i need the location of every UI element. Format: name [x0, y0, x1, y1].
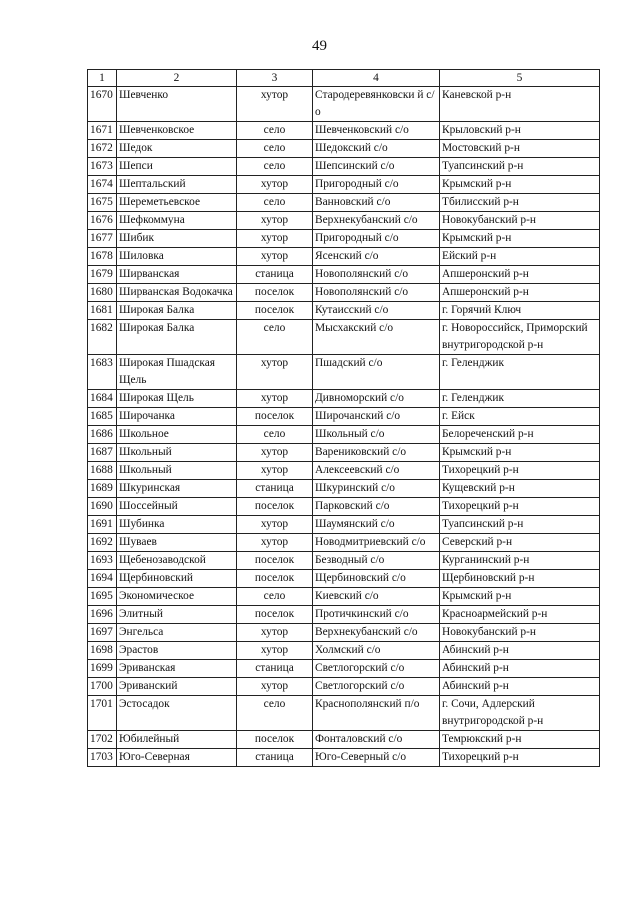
column-header-4: 4 — [313, 70, 440, 87]
settlement-type: хутор — [237, 212, 313, 230]
district-name: Северский р-н — [440, 534, 600, 552]
district-name: Кущевский р-н — [440, 480, 600, 498]
row-number: 1703 — [88, 749, 117, 767]
row-number: 1682 — [88, 320, 117, 355]
row-number: 1694 — [88, 570, 117, 588]
settlement-type: хутор — [237, 176, 313, 194]
council-name: Варениковский с/о — [313, 444, 440, 462]
council-name: Дивноморский с/о — [313, 390, 440, 408]
council-name: Парковский с/о — [313, 498, 440, 516]
settlement-name: Широкая Балка — [117, 320, 237, 355]
district-name: Тихорецкий р-н — [440, 749, 600, 767]
settlement-type: хутор — [237, 516, 313, 534]
settlement-name: Шиловка — [117, 248, 237, 266]
council-name: Протичкинский с/о — [313, 606, 440, 624]
settlement-type: хутор — [237, 230, 313, 248]
district-name: г. Сочи, Адлерский внутригородской р-н — [440, 696, 600, 731]
district-name: г. Новороссийск, Приморский внутригородской р-н — [440, 320, 600, 355]
council-name: Шепсинский с/о — [313, 158, 440, 176]
settlement-name: Шереметьевское — [117, 194, 237, 212]
settlement-name: Шуваев — [117, 534, 237, 552]
district-name: Апшеронский р-н — [440, 284, 600, 302]
settlement-name: Широкая Балка — [117, 302, 237, 320]
settlement-name: Шевченко — [117, 87, 237, 122]
council-name: Алексеевский с/о — [313, 462, 440, 480]
settlement-name: Юбилейный — [117, 731, 237, 749]
table-body — [88, 87, 600, 767]
settlement-name: Энгельса — [117, 624, 237, 642]
table-row — [88, 390, 600, 408]
settlement-name: Шедок — [117, 140, 237, 158]
table-row — [88, 642, 600, 660]
settlement-type: село — [237, 122, 313, 140]
council-name: Пшадский с/о — [313, 355, 440, 390]
settlement-name: Широкая Пшадская Щель — [117, 355, 237, 390]
settlement-type: село — [237, 194, 313, 212]
council-name: Шевченковский с/о — [313, 122, 440, 140]
table-row — [88, 302, 600, 320]
council-name: Шкуринский с/о — [313, 480, 440, 498]
council-name: Шедокский с/о — [313, 140, 440, 158]
row-number: 1700 — [88, 678, 117, 696]
table-row — [88, 624, 600, 642]
settlements-table — [87, 69, 600, 767]
column-header-1: 1 — [88, 70, 117, 87]
row-number: 1693 — [88, 552, 117, 570]
settlement-name: Экономическое — [117, 588, 237, 606]
row-number: 1692 — [88, 534, 117, 552]
council-name: Ясенский с/о — [313, 248, 440, 266]
district-name: Туапсинский р-н — [440, 158, 600, 176]
table-row — [88, 731, 600, 749]
council-name: Светлогорский с/о — [313, 660, 440, 678]
table-row — [88, 444, 600, 462]
council-name: Новополянский с/о — [313, 266, 440, 284]
row-number: 1688 — [88, 462, 117, 480]
district-name: Новокубанский р-н — [440, 212, 600, 230]
row-number: 1696 — [88, 606, 117, 624]
column-header-2: 2 — [117, 70, 237, 87]
district-name: Туапсинский р-н — [440, 516, 600, 534]
settlement-type: хутор — [237, 624, 313, 642]
table-row — [88, 552, 600, 570]
row-number: 1672 — [88, 140, 117, 158]
table-row — [88, 212, 600, 230]
settlement-name: Шоссейный — [117, 498, 237, 516]
settlement-type: хутор — [237, 642, 313, 660]
district-name: Тихорецкий р-н — [440, 498, 600, 516]
row-number: 1676 — [88, 212, 117, 230]
row-number: 1673 — [88, 158, 117, 176]
council-name: Ванновский с/о — [313, 194, 440, 212]
council-name: Киевский с/о — [313, 588, 440, 606]
district-name: Крыловский р-н — [440, 122, 600, 140]
settlement-type: поселок — [237, 570, 313, 588]
district-name: г. Горячий Ключ — [440, 302, 600, 320]
council-name: Стародеревянковски й с/о — [313, 87, 440, 122]
district-name: Каневской р-н — [440, 87, 600, 122]
council-name: Широчанский с/о — [313, 408, 440, 426]
settlement-type: село — [237, 426, 313, 444]
table-row — [88, 749, 600, 767]
row-number: 1699 — [88, 660, 117, 678]
settlement-type: поселок — [237, 552, 313, 570]
settlement-name: Шепси — [117, 158, 237, 176]
council-name: Школьный с/о — [313, 426, 440, 444]
row-number: 1689 — [88, 480, 117, 498]
council-name: Краснополянский п/о — [313, 696, 440, 731]
row-number: 1697 — [88, 624, 117, 642]
district-name: Крымский р-н — [440, 230, 600, 248]
settlement-name: Эрастов — [117, 642, 237, 660]
table-row — [88, 355, 600, 390]
settlement-name: Шибик — [117, 230, 237, 248]
table-row — [88, 498, 600, 516]
settlement-type: поселок — [237, 498, 313, 516]
settlement-name: Эриванская — [117, 660, 237, 678]
table-row — [88, 408, 600, 426]
table-row — [88, 696, 600, 731]
district-name: Красноармейский р-н — [440, 606, 600, 624]
row-number: 1685 — [88, 408, 117, 426]
settlement-type: хутор — [237, 355, 313, 390]
table-row — [88, 462, 600, 480]
settlement-type: село — [237, 158, 313, 176]
settlement-name: Щербиновский — [117, 570, 237, 588]
settlement-type: хутор — [237, 390, 313, 408]
row-number: 1684 — [88, 390, 117, 408]
settlement-name: Юго-Северная — [117, 749, 237, 767]
district-name: Новокубанский р-н — [440, 624, 600, 642]
settlement-name: Школьный — [117, 444, 237, 462]
table-row — [88, 230, 600, 248]
settlement-type: станица — [237, 660, 313, 678]
district-name: Тбилисский р-н — [440, 194, 600, 212]
row-number: 1698 — [88, 642, 117, 660]
table-row — [88, 588, 600, 606]
table-row — [88, 570, 600, 588]
column-header-5: 5 — [440, 70, 600, 87]
row-number: 1695 — [88, 588, 117, 606]
settlement-name: Шкуринская — [117, 480, 237, 498]
row-number: 1691 — [88, 516, 117, 534]
row-number: 1687 — [88, 444, 117, 462]
settlement-type: станица — [237, 266, 313, 284]
settlement-type: хутор — [237, 534, 313, 552]
council-name: Холмский с/о — [313, 642, 440, 660]
row-number: 1671 — [88, 122, 117, 140]
table-row — [88, 320, 600, 355]
settlement-type: хутор — [237, 87, 313, 122]
row-number: 1680 — [88, 284, 117, 302]
settlement-name: Элитный — [117, 606, 237, 624]
table-row — [88, 266, 600, 284]
row-number: 1701 — [88, 696, 117, 731]
council-name: Безводный с/о — [313, 552, 440, 570]
table-row — [88, 284, 600, 302]
settlement-type: станица — [237, 480, 313, 498]
table-row — [88, 158, 600, 176]
row-number: 1674 — [88, 176, 117, 194]
council-name: Фонталовский с/о — [313, 731, 440, 749]
settlement-name: Эстосадок — [117, 696, 237, 731]
district-name: Крымский р-н — [440, 176, 600, 194]
settlement-type: поселок — [237, 731, 313, 749]
district-name: Ейский р-н — [440, 248, 600, 266]
settlement-name: Шевченковское — [117, 122, 237, 140]
table-row — [88, 660, 600, 678]
district-name: Абинский р-н — [440, 660, 600, 678]
row-number: 1679 — [88, 266, 117, 284]
settlement-type: село — [237, 588, 313, 606]
settlement-name: Эриванский — [117, 678, 237, 696]
district-name: Тихорецкий р-н — [440, 462, 600, 480]
column-header-3: 3 — [237, 70, 313, 87]
council-name: Верхнекубанский с/о — [313, 212, 440, 230]
district-name: Мостовский р-н — [440, 140, 600, 158]
district-name: Апшеронский р-н — [440, 266, 600, 284]
table-row — [88, 534, 600, 552]
district-name: Абинский р-н — [440, 642, 600, 660]
settlement-type: хутор — [237, 248, 313, 266]
settlement-name: Шефкоммуна — [117, 212, 237, 230]
district-name: Крымский р-н — [440, 444, 600, 462]
council-name: Щербиновский с/о — [313, 570, 440, 588]
district-name: Белореченский р-н — [440, 426, 600, 444]
settlement-name: Ширванская Водокачка — [117, 284, 237, 302]
table-row — [88, 516, 600, 534]
district-name: Щербиновский р-н — [440, 570, 600, 588]
council-name: Пригородный с/о — [313, 230, 440, 248]
district-name: Абинский р-н — [440, 678, 600, 696]
table-row — [88, 176, 600, 194]
settlement-name: Щебенозаводской — [117, 552, 237, 570]
district-name: г. Ейск — [440, 408, 600, 426]
settlement-name: Ширванская — [117, 266, 237, 284]
settlement-type: село — [237, 696, 313, 731]
table-row — [88, 122, 600, 140]
settlement-type: поселок — [237, 606, 313, 624]
table-row — [88, 606, 600, 624]
council-name: Юго-Северный с/о — [313, 749, 440, 767]
row-number: 1675 — [88, 194, 117, 212]
table-row — [88, 426, 600, 444]
page-number: 49 — [312, 38, 327, 54]
row-number: 1686 — [88, 426, 117, 444]
settlement-name: Школьное — [117, 426, 237, 444]
council-name: Новодмитриевский с/о — [313, 534, 440, 552]
settlement-type: село — [237, 140, 313, 158]
table-row — [88, 678, 600, 696]
settlement-name: Шубинка — [117, 516, 237, 534]
district-name: Крымский р-н — [440, 588, 600, 606]
settlement-name: Широкая Щель — [117, 390, 237, 408]
row-number: 1678 — [88, 248, 117, 266]
row-number: 1690 — [88, 498, 117, 516]
settlement-type: поселок — [237, 302, 313, 320]
row-number: 1677 — [88, 230, 117, 248]
settlement-name: Школьный — [117, 462, 237, 480]
council-name: Верхнекубанский с/о — [313, 624, 440, 642]
table-row — [88, 248, 600, 266]
settlement-type: хутор — [237, 462, 313, 480]
table-row — [88, 480, 600, 498]
council-name: Мысхакский с/о — [313, 320, 440, 355]
settlement-name: Широчанка — [117, 408, 237, 426]
council-name: Светлогорский с/о — [313, 678, 440, 696]
council-name: Кутаисский с/о — [313, 302, 440, 320]
settlement-type: станица — [237, 749, 313, 767]
table-header-row — [88, 70, 600, 87]
row-number: 1683 — [88, 355, 117, 390]
council-name: Пригородный с/о — [313, 176, 440, 194]
row-number: 1702 — [88, 731, 117, 749]
district-name: г. Геленджик — [440, 355, 600, 390]
district-name: г. Геленджик — [440, 390, 600, 408]
settlement-type: поселок — [237, 408, 313, 426]
settlement-type: хутор — [237, 678, 313, 696]
table-row — [88, 87, 600, 122]
settlement-name: Шептальский — [117, 176, 237, 194]
council-name: Шаумянский с/о — [313, 516, 440, 534]
table-row — [88, 194, 600, 212]
district-name: Темрюкский р-н — [440, 731, 600, 749]
settlement-type: поселок — [237, 284, 313, 302]
row-number: 1670 — [88, 87, 117, 122]
table-row — [88, 140, 600, 158]
council-name: Новополянский с/о — [313, 284, 440, 302]
district-name: Курганинский р-н — [440, 552, 600, 570]
settlement-type: село — [237, 320, 313, 355]
settlement-type: хутор — [237, 444, 313, 462]
row-number: 1681 — [88, 302, 117, 320]
